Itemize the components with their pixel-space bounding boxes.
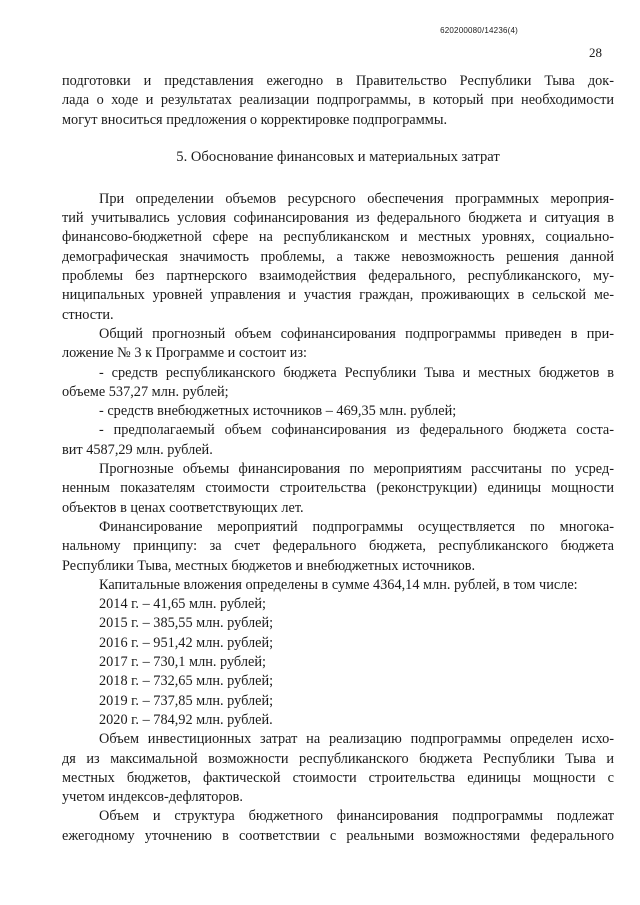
paragraph <box>62 325 614 364</box>
text-line: 2015 г. – 385,55 млн. рублей; <box>99 615 274 632</box>
paragraph <box>62 634 614 653</box>
text-line: ниципальных уровней управления и участия граждан, проживающих в сельской ме- <box>62 287 614 304</box>
text-line: подготовки и представления ежегодно в Правительство Республики Тыва док- <box>62 73 614 89</box>
text-line: ежегодному уточнению в соответствии с реальными возможностями федерального <box>62 827 614 844</box>
text-line: 2018 г. – 732,65 млн. рублей; <box>99 673 274 690</box>
paragraph <box>62 518 614 576</box>
text-line: финансово-бюджетной сфере на республиканском и местных уровнях, социально- <box>62 229 614 246</box>
paragraph <box>62 421 614 460</box>
paragraph <box>62 576 614 595</box>
paragraph <box>62 807 614 846</box>
text-line: - средств внебюджетных источников – 469,35 млн. рублей; <box>99 403 457 420</box>
text-line: тий учитывались условия софинансирования из федерального бюджета и ситуация в <box>62 210 614 227</box>
paragraph <box>62 460 614 518</box>
text-line: - средств республиканского бюджета Республики Тыва и местных бюджетов в <box>99 364 614 381</box>
text-line: объеме 537,27 млн. рублей; <box>62 383 229 400</box>
paragraph <box>62 402 614 421</box>
text-line: Объем инвестиционных затрат на реализацию подпрограммы определен исхо- <box>99 731 614 748</box>
text-line: 2014 г. – 41,65 млн. рублей; <box>99 596 266 613</box>
text-line: дя из максимальной возможности республиканского бюджета Республики Тыва и <box>62 750 614 767</box>
text-line: местных бюджетов, фактической стоимости строительства единицы мощности с <box>62 769 614 786</box>
paragraph <box>62 711 614 730</box>
intro-paragraph <box>62 72 614 130</box>
text-line: - предполагаемый объем софинансирования из федерального бюджета соста- <box>99 422 614 439</box>
section-heading: 5. Обоснование финансовых и материальных затрат <box>176 148 500 165</box>
paragraph <box>62 190 614 325</box>
text-line: 2017 г. – 730,1 млн. рублей; <box>99 654 266 671</box>
text-line: могут вноситься предложения о корректировке подпрограммы. <box>62 111 448 128</box>
text-line: объектов в ценах соответствующих лет. <box>62 499 304 516</box>
paragraph <box>62 730 614 807</box>
paragraph <box>62 364 614 403</box>
text-line: учетом индексов-дефляторов. <box>62 789 244 806</box>
text-line: Капитальные вложения определены в сумме 4364,14 млн. рублей, в том числе: <box>99 576 578 593</box>
text-line: Прогнозные объемы финансирования по мероприятиям рассчитаны по усред- <box>99 461 614 478</box>
text-line: стности. <box>62 306 114 323</box>
text-line: 2016 г. – 951,42 млн. рублей; <box>99 634 274 651</box>
section-body <box>62 190 614 846</box>
text-line: 2019 г. – 737,85 млн. рублей; <box>99 692 274 709</box>
paragraph <box>62 672 614 691</box>
text-line: Финансирование мероприятий подпрограммы осуществляется по многока- <box>99 518 614 535</box>
text-line: Республики Тыва, местных бюджетов и внебюджетных источников. <box>62 557 476 574</box>
paragraph <box>62 653 614 672</box>
document-id: 620200080/14236(4) <box>440 26 518 35</box>
text-line: ложение № 3 к Программе и состоит из: <box>62 345 308 362</box>
text-line: 2020 г. – 784,92 млн. рублей. <box>99 711 273 728</box>
text-line: При определении объемов ресурсного обеспечения программных мероприя- <box>99 190 614 207</box>
text-line: нальному принципу: за счет федерального бюджета, республиканского бюджета <box>62 538 614 555</box>
page-number: 28 <box>589 45 602 60</box>
text-line: вит 4587,29 млн. рублей. <box>62 441 213 458</box>
text-line: проблемы без партнерского взаимодействия федерального, республиканского, му- <box>62 268 614 285</box>
text-line: ненным показателям стоимости строительства (реконструкции) единицы мощности <box>62 480 614 497</box>
text-line: лада о ходе и результатах реализации подпрограммы, в который при необходимости <box>62 92 614 109</box>
text-line: Объем и структура бюджетного финансирования подпрограммы подлежат <box>99 808 614 825</box>
paragraph <box>62 595 614 614</box>
paragraph <box>62 614 614 633</box>
paragraph <box>62 692 614 711</box>
text-line: Общий прогнозный объем софинансирования подпрограммы приведен в при- <box>99 325 614 342</box>
text-line: демографическая значимость проблемы, а также невозможность решения данной <box>62 248 614 265</box>
page-body <box>62 72 614 846</box>
